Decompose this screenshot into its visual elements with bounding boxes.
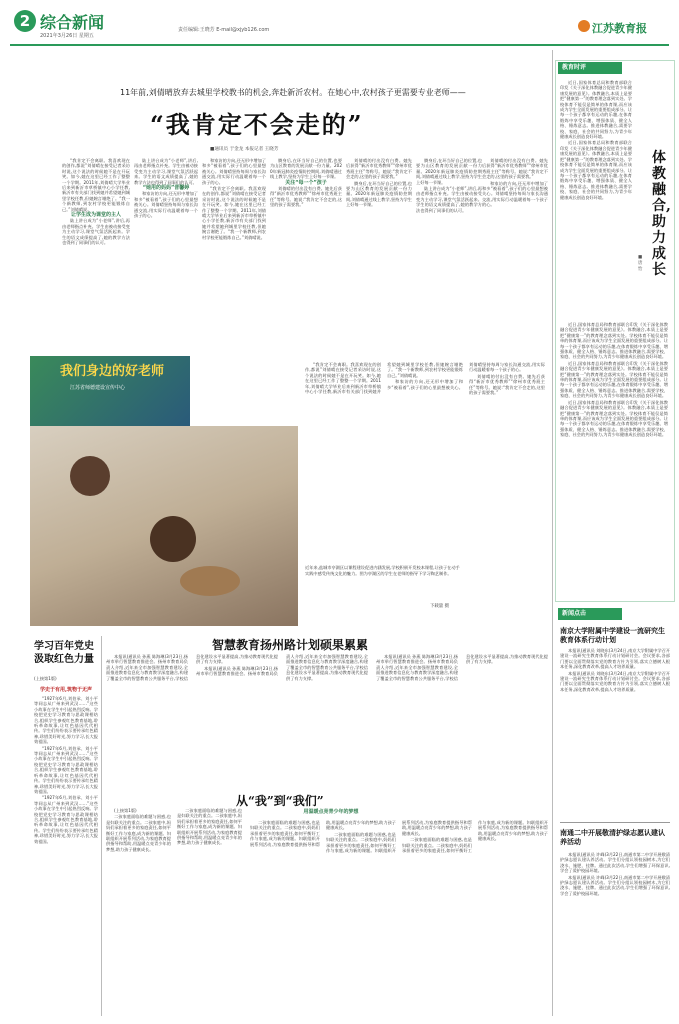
main-headline: “我肯定不会走的” [150,110,364,139]
photo-caption: 近年来,盐城市亭湖区以课程建设促进内涵发展,学校积极开发校本课程,让孩子在动手实践中感受传统文化的魅力。图为亭湖区的学生在老师的指导下学习陶艺制作。 [305,565,460,576]
news1-body: 本报讯(通讯员 刘晓东)3月24日,南京大学附属中学召开建设一流研究生教育体系行动计划研讨会。会议要求,各部门要以全面贯彻落实党的教育方针为引领,落实立德树人根本任务,深化教育改革,提高人才培养质量。 本报讯(通讯员 刘晓东)3月24日,南京大学附属中学召开建设一流研究生教育体系行动计划研讨会。会议要求,各部门要以全面贯彻落实党的教育方针为引领,落实立德树人根本任务,深化教育改革,提高人才培养质量。 [560,648,670,692]
subhead-1: 让学生成为课堂的主人 [70,212,121,219]
commentary-author: ■唐怡 [638,255,643,272]
news2-body: 本报讯(通讯员 许峰)3月22日,南通市第二中学开展敬清护绿志愿认建认养活动。学生们分组认领校园树木,为它们浇水、施肥、挂牌。通过此次活动,学生们增强了环保意识,学会了爱护校园环境。 本报讯(通讯员 许峰)3月22日,南通市第二中学开展敬清护绿志愿认建认养活动。学生们分组认领校园树木,为它们浇水、施肥、挂牌。通过此次活动,学生们增强了环保意识,学会了爱护校园环境。 [560,852,670,896]
commentary-title: 体教融合,助力成长 [652,150,671,278]
header-rule [10,44,669,46]
main-col-1: “我肯定不会离职。我喜欢现在的创作,都说”刘倩晴在接受记者采访时说,这个说法的时候她不是在开玩笑。如今,她在这里已经工作了整整一个学期。2011年,刘倩晴大学毕业后来到新沂市草桥镇中心小学任教,新沂市有关部门找到她并希望她到城里学校任教,但她婉言谢绝了。“我一个新教师,到农村学校更能锻炼自己。”刘倩晴说。 让学生成为课堂的主人 陆上讲台成为“小老师”,讲后,再由老师指点补充。学生由被动接受变为主动学习,课堂气氛活跃起来。学生的语文成绩提高了,她的教学方法也得到了同事们的认可。 [62,158,130,246]
main-col-8: “我肯定不会离职。我喜欢现在的创作,都说”刘倩晴在接受记者采访时说,这个说法的时候她不是在开玩笑。如今,她在这里已经工作了整整一个学期。2011年,刘倩晴大学毕业后来到新沂市草桥镇中心小学任教,新沂市有关部门找到她并希望她到城里学校任教,但她婉言谢绝了。“我一个新教师,到农村学校更能锻炼自己。”刘倩晴说。 和家访的方向,还无形中增加了和多“被看着”,孩子们的心里最想被关心。刘倩晴坚持每周与家长沟通交流,用实际行动温暖着每一个孩子的心。 刘倩晴的付出没有白费。她先后获得“新沂市优秀教师”“徐州市优秀班主任”等称号。她说:“我肯定不会走的,这里的孩子需要我。” [305,362,545,396]
party-author: (上接第1版) [34,676,57,681]
main-col-7: 刘倩晴的付出没有白费。她先后获得“新沂市优秀教师”“徐州市优秀班主任”等称号。她说:“我肯定不会走的,这里的孩子需要我。” 和家访的方向,还无形中增加了和多“被看着”,孩子们的心里最想被关心。刘倩晴坚持每周与家长沟通交流,用实际行动温暖着每一个孩子的心。 [482,158,548,208]
women-body-right: 二孩家庭面临的难题与困惑,也是妇联关注的重点。二孩家庭中,妈妈们承担着更多的家庭责任,如何平衡好工作与家庭,成为新的课题。妇联组织开展系列活动,为家庭教育提供指导和帮助,用温暖点亮青少年的梦想,助力孩子健康成长。 二孩家庭面临的难题与困惑,也是妇联关注的重点。二孩家庭中,妈妈们承担着更多的家庭责任,如何平衡好工作与家庭,成为新的课题。妇联组织开展系列活动,为家庭教育提供指导和帮助,用温暖点亮青少年的梦想,助力孩子健康成长。 二孩家庭面临的难题与困惑,也是妇联关注的重点。二孩家庭中,妈妈们承担着更多的家庭责任,如何平衡好工作与家庭,成为新的课题。妇联组织开展系列活动,为家庭教育提供指导和帮助,用温暖点亮青少年的梦想,助力孩子健康成长。 [250,820,548,854]
column-divider [101,636,102,1016]
news1-headline: 南京大学附属中学建设一流研究生教育体系行动计划 [560,626,665,644]
yangzhou-headline: 智慧教育扬州路计划硕果累累 [212,638,369,652]
news2-headline: 南通二中开展敬清护绿志愿认建认养活动 [560,828,665,846]
subhead-2: “她用的妈妈”晋馨婷 [142,185,190,192]
main-col-6: 腾身后,在环当好自己的位置,也要为山区教育的发展贡献一份力量。2020年新冠肺炎疫情防控期间,刘倩晴通过线上教学,坚持为学生上好每一节课。 陆上讲台成为“小老师”,讲后,再由老师指点补充。学生由被动接受变为主动学习,课堂气氛活跃起来。学生的语文成绩提高了,她的教学方法也得到了同事们的认可。 [416,158,482,213]
lead-text: 11年前,刘倩晴放弃去城里学校教书的机会,奔赴新沂农村。在她心中,农村孩子更需要专业老师—— [120,88,466,97]
commentary-body-2: 近日,国家体育总局和教育部联合印发《关于深化体教融合促进青少年健康发展的意见》。体教融合,本质上是要把“健康第一”的教育理念落到实处。学校体育不能仅是简单的体育课,而应该成为学生全面发展的重要组成部分。让每一个孩子都享有运动的乐趣,在体育锻炼中享受乐趣、增强体质、健全人格、锤炼意志。推进体教融合,需要学校、家庭、社会的共同努力,为青少年健康成长创造良好环境。 近日,国家体育总局和教育部联合印发《关于深化体教融合促进青少年健康发展的意见》。体教融合,本质上是要把“健康第一”的教育理念落到实处。学校体育不能仅是简单的体育课,而应该成为学生全面发展的重要组成部分。让每一个孩子都享有运动的乐趣,在体育锻炼中享受乐趣、增强体质、健全人格、锤炼意志。推进体教融合,需要学校、家庭、社会的共同努力,为青少年健康成长创造良好环境。 近日,国家体育总局和教育部联合印发《关于深化体教融合促进青少年健康发展的意见》。体教融合,本质上是要把“健康第一”的教育理念落到实处。学校体育不能仅是简单的体育课,而应该成为学生全面发展的重要组成部分。让每一个孩子都享有运动的乐趣,在体育锻炼中享受乐趣、增强体质、健全人格、锤炼意志。推进体教融合,需要学校、家庭、社会的共同努力,为青少年健康成长创造良好环境。 [560,322,668,438]
issue-date: 2021年3月26日 星期五 [40,33,94,39]
logo-icon [578,20,590,32]
party-body: “1927年6月,刘伯承、刘小平等同志从广州来到武汉……”这些小故事在学生中引起热烈反响。学校把党史学习教育与思政课相结合,组织学生参观红色教育基地,聆听革命故事,让红色基因代代相传。学生们纷纷表示要传承红色精神,珍惜美好时光,努力学习,长大报效祖国。 “1927年6月,刘伯承、刘小平等同志从广州来到武汉……”这些小故事在学生中引起热烈反响。学校把党史学习教育与思政课相结合,组织学生参观红色教育基地,聆听革命故事,让红色基因代代相传。学生们纷纷表示要传承红色精神,珍惜美好时光,努力学习,长大报效祖国。 “1927年6月,刘伯承、刘小平等同志从广州来到武汉……”这些小故事在学生中引起热烈反响。学校把党史学习教育与思政课相结合,组织学生参观红色教育基地,聆听革命故事,让红色基因代代相传。学生们纷纷表示要传承红色精神,珍惜美好时光,努力学习,长大报效祖国。 [34,696,98,844]
student-figure [70,456,110,496]
yangzhou-body: 本报讯(通讯员 孙燕 陈海琳)3月23日,扬州市举行智慧教育推进会。扬州市教育局负责人介绍,近年来全市加强智慧教育建设,全面推进教育信息化与教育教学深度融合,构建了覆盖全市的智慧教育公共服务平台,学校信息化建设水平显著提高,为推动教育现代化提供了有力支撑。 本报讯(通讯员 孙燕 陈海琳)3月23日,扬州市举行智慧教育推进会。扬州市教育局负责人介绍,近年来全市加强智慧教育建设,全面推进教育信息化与教育教学深度融合,构建了覆盖全市的智慧教育公共服务平台,学校信息化建设水平显著提高,为推动教育现代化提供了有力支撑。 本报讯(通讯员 孙燕 陈海琳)3月23日,扬州市举行智慧教育推进会。扬州市教育局负责人介绍,近年来全市加强智慧教育建设,全面推进教育信息化与教育教学深度融合,构建了覆盖全市的智慧教育公共服务平台,学校信息化建设水平显著提高,为推动教育现代化提供了有力支撑。 [106,654,548,681]
pottery-class-photo [30,426,298,626]
main-col-3: 和家访的方向,还无形中增加了和多“被看着”,孩子们的心里最想被关心。刘倩晴坚持每周与家长沟通交流,用实际行动温暖着每一个孩子的心。 “我肯定不会离职。我喜欢现在的创作,都说”刘倩晴在接受记者采访时说,这个说法的时候她不是在开玩笑。如今,她在这里已经工作了整整一个学期。2011年,刘倩晴大学毕业后来到新沂市草桥镇中心小学任教,新沂市有关部门找到她并希望她到城里学校任教,但她婉言谢绝了。“我一个新教师,到农村学校更能锻炼自己。”刘倩晴说。 [202,158,266,240]
banner-subtitle: 江苏省师德建设宣传中心 [70,385,126,391]
newspaper-logo: 江苏教育报 [592,22,647,35]
subhead-3: 关注“每一个”孩子 [285,179,327,186]
main-byline: ■通讯员 于金龙 本报记者 王晓芳 [210,147,279,152]
student-figure [150,516,196,562]
main-col-4: 腾身后,在环当好自己的位置,也要为山区教育的发展贡献一份力量。2020年新冠肺炎疫情防控期间,刘倩晴通过线上教学,坚持为学生上好每一节课。 关注“每一个”孩子 刘倩晴的付出没有白费。她先后获得“新沂市优秀教师”“徐州市优秀班主任”等称号。她说:“我肯定不会走的,这里的孩子需要我。” [270,158,342,208]
news-tag: 新闻点击 [558,608,622,620]
women-headline: 从“我”到“我们” [236,794,324,808]
news-divider [560,822,670,823]
banner-title: 我们身边的好老师 [60,364,165,379]
party-headline: 学习百年党史 汲取红色力量 [34,641,94,665]
party-subhead: 学史于有用,筑物于无声 [40,687,92,693]
commentary-tag: 教育时评 [558,62,622,74]
editor-line: 责任编辑:王晓芳 E-mail@xjyb126.com [178,27,270,33]
pottery-wheel-icon [180,566,240,596]
women-subhead: 用温暖点亮青少年的梦想 [303,809,359,815]
main-col-5: 刘倩晴的付出没有白费。她先后获得“新沂市优秀教师”“徐州市优秀班主任”等称号。她说:“我肯定不会走的,这里的孩子需要我。” 腾身后,在环当好自己的位置,也要为山区教育的发展贡献一份力量。2020年新冠肺炎疫情防控期间,刘倩晴通过线上教学,坚持为学生上好每一节课。 [346,158,412,208]
commentary-body-1: 近日,国家体育总局和教育部联合印发《关于深化体教融合促进青少年健康发展的意见》。体教融合,本质上是要把“健康第一”的教育理念落到实处。学校体育不能仅是简单的体育课,而应该成为学生全面发展的重要组成部分。让每一个孩子都享有运动的乐趣,在体育锻炼中享受乐趣、增强体质、健全人格、锤炼意志。推进体教融合,需要学校、家庭、社会的共同努力,为青少年健康成长创造良好环境。 近日,国家体育总局和教育部联合印发《关于深化体教融合促进青少年健康发展的意见》。体教融合,本质上是要把“健康第一”的教育理念落到实处。学校体育不能仅是简单的体育课,而应该成为学生全面发展的重要组成部分。让每一个孩子都享有运动的乐趣,在体育锻炼中享受乐趣、增强体质、健全人格、锤炼意志。推进体教融合,需要学校、家庭、社会的共同努力,为青少年健康成长创造良好环境。 [560,80,632,200]
women-body-left: (上接第1版) 二孩家庭面临的难题与困惑,也是妇联关注的重点。二孩家庭中,妈妈们承担着更多的家庭责任,如何平衡好工作与家庭,成为新的课题。妇联组织开展系列活动,为家庭教育提供指导和帮助,用温暖点亮青少年的梦想,助力孩子健康成长。 二孩家庭面临的难题与困惑,也是妇联关注的重点。二孩家庭中,妈妈们承担着更多的家庭责任,如何平衡好工作与家庭,成为新的课题。妇联组织开展系列活动,为家庭教育提供指导和帮助,用温暖点亮青少年的梦想,助力孩子健康成长。 [106,808,242,852]
photo-credit: 下载量 摄 [430,604,449,609]
main-col-2: 陆上讲台成为“小老师”,讲后,再由老师指点补充。学生由被动接受变为主动学习,课堂气氛活跃起来。学生的语文成绩提高了,她的教学方法也得到了同事们的认可。 “她用的妈妈”晋馨婷 和家访的方向,还无形中增加了和多“被看着”,孩子们的心里最想被关心。刘倩晴坚持每周与家长沟通交流,用实际行动温暖着每一个孩子的心。 [134,158,198,219]
section-title: 综合新闻 [40,13,105,32]
page-number: 2 [14,10,36,32]
right-column-divider [552,50,553,1016]
